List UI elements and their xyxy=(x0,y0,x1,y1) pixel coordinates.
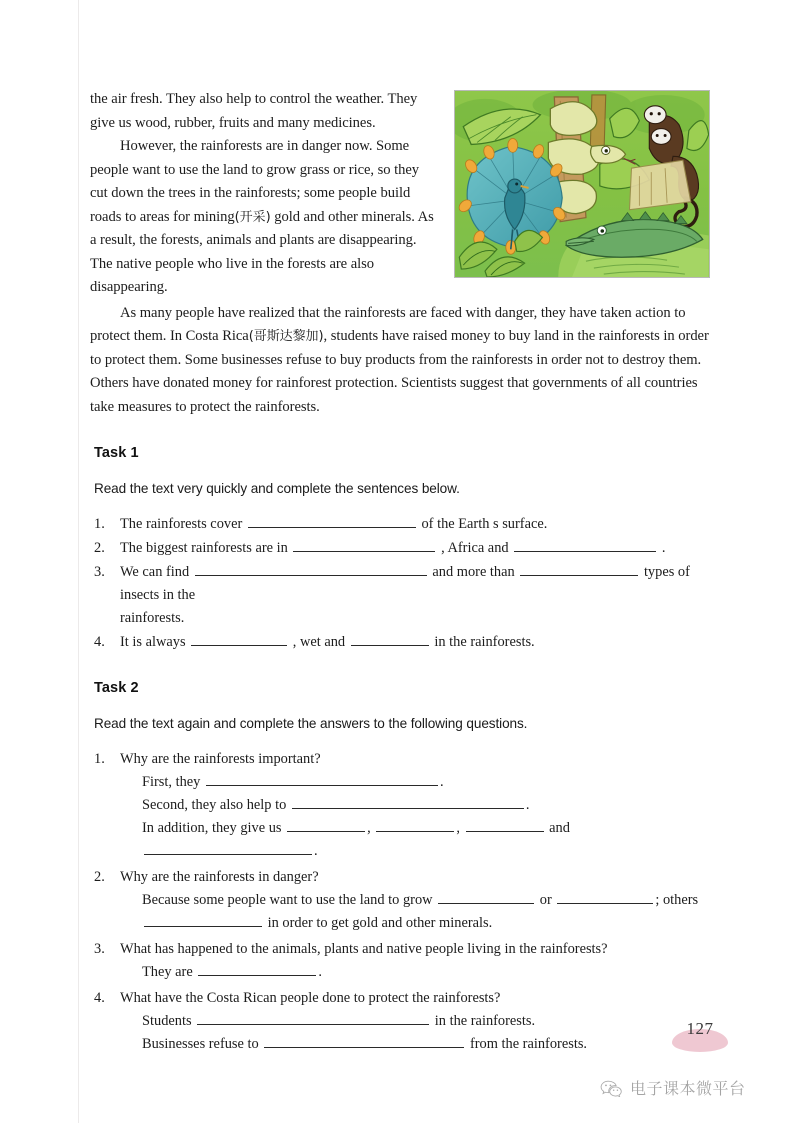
item-text-a: We can find xyxy=(120,564,190,580)
task-1-list xyxy=(90,513,710,654)
page-number: 127 xyxy=(686,1019,714,1038)
answer-line-2 xyxy=(142,912,710,935)
answer-blank[interactable] xyxy=(248,514,416,528)
task-2-section xyxy=(90,680,710,1056)
answer-blank[interactable] xyxy=(264,1034,464,1048)
answer-blank[interactable] xyxy=(195,562,427,576)
item-number: 2. xyxy=(94,540,105,556)
answer-blank[interactable] xyxy=(144,841,312,855)
answer-blank[interactable] xyxy=(292,795,524,809)
answer-blank[interactable] xyxy=(376,818,454,832)
answer-lead: In addition, they give us xyxy=(142,820,282,836)
item-text-a: The rainforests cover xyxy=(120,516,243,532)
reading-paragraph-1: the air fresh. They also help to control the weather. They give us wood, rubber, fruits and many medicines. xyxy=(90,91,418,131)
answer-blank[interactable] xyxy=(438,890,534,904)
answer-tail: in the rainforests. xyxy=(434,1013,536,1029)
answer-lead: They are xyxy=(142,964,193,980)
answer-blank[interactable] xyxy=(191,632,287,646)
task-1-instruction: Read the text very quickly and complete the sentences below. xyxy=(94,481,460,496)
answer-sep-2: , xyxy=(456,820,460,836)
answer-blank[interactable] xyxy=(198,962,316,976)
answer-lead: Because some people want to use the land to grow xyxy=(142,892,433,908)
answer-sep-1: , xyxy=(367,820,371,836)
answer-tail: . xyxy=(314,843,318,859)
paragraph-2-text-b: gold and other minerals. As a result, the forests, animals and plants are disappearing. The native people who live in the forests are also disappearing. xyxy=(90,208,434,295)
answer-lead: Students xyxy=(142,1013,192,1029)
answer-line-1 xyxy=(142,889,710,912)
page-number-container xyxy=(672,1019,728,1053)
answer-blank[interactable] xyxy=(520,562,638,576)
answer-sep-3: and xyxy=(549,820,570,836)
rainforest-illustration-art xyxy=(455,91,709,277)
answer-line-1 xyxy=(142,771,710,794)
task-1-item-3 xyxy=(90,561,710,630)
answer-line-1 xyxy=(142,961,710,984)
answer-blank[interactable] xyxy=(287,818,365,832)
paragraph-2-chinese-gloss: (开采) xyxy=(234,209,271,225)
answer-line-3 xyxy=(142,817,710,863)
task-2-item-2 xyxy=(90,866,710,935)
page-content xyxy=(90,88,710,1059)
task-1-section xyxy=(90,445,710,654)
question-text: Why are the rainforests in danger? xyxy=(120,869,319,885)
task-2-item-3 xyxy=(90,938,710,984)
question-text: Why are the rainforests important? xyxy=(120,751,321,767)
item-text-c: types of insects in the xyxy=(120,564,690,603)
item-number: 3. xyxy=(94,564,105,580)
paragraph-3-text-b: , students have raised money to buy land in the rainforests in order to protect them. Some businesses refuse to buy products from the rainforests in order not to destroy them. Others have donated money for rainforest protection. Scientists suggest that governments of all countries take measures to protect the rainforests. xyxy=(90,328,709,415)
answer-lead: Second, they also help to xyxy=(142,797,287,813)
item-text-c: in the rainforests. xyxy=(434,634,535,650)
paragraph-3-chinese-gloss: (哥斯达黎加) xyxy=(248,329,324,344)
answer-tail: . xyxy=(525,797,530,813)
item-continuation: rainforests. xyxy=(120,610,185,626)
answer-lead: Businesses refuse to xyxy=(142,1036,259,1052)
answer-blank[interactable] xyxy=(144,913,262,927)
task-1-heading: Task 1 xyxy=(94,445,139,461)
answer-blank[interactable] xyxy=(197,1011,429,1025)
answer-line-2 xyxy=(142,1033,710,1056)
item-number: 4. xyxy=(94,634,105,650)
item-text-a: The biggest rainforests are in xyxy=(120,540,288,556)
answer-sep-1: or xyxy=(539,892,552,908)
answer-blank[interactable] xyxy=(557,890,653,904)
margin-scan-line xyxy=(78,0,79,1123)
watermark-text: 电子课本微平台 xyxy=(630,1079,746,1098)
item-text-a: It is always xyxy=(120,634,186,650)
task-2-list xyxy=(90,748,710,1056)
item-text-b: , wet and xyxy=(292,634,346,650)
answer-tail: in order to get gold and other minerals. xyxy=(267,915,493,931)
paragraph-3-text-a: As many people have realized that the rainforests are faced with danger, they have taken action to protect them. In Costa Rica xyxy=(90,304,686,344)
footer-watermark xyxy=(600,1076,746,1099)
reading-paragraph-3 xyxy=(90,302,710,420)
question-text: What have the Costa Rican people done to protect the rainforests? xyxy=(120,990,501,1006)
answer-tail: . xyxy=(439,774,444,790)
answer-blank[interactable] xyxy=(206,772,438,786)
task-1-item-4 xyxy=(90,631,710,654)
task-2-heading: Task 2 xyxy=(94,680,139,696)
rainforest-illustration xyxy=(454,90,710,278)
answer-tail: ; others xyxy=(655,892,699,908)
task-2-item-4 xyxy=(90,987,710,1056)
item-text-b: , Africa and xyxy=(441,540,509,556)
answer-blank[interactable] xyxy=(293,538,435,552)
task-2-instruction: Read the text again and complete the answers to the following questions. xyxy=(94,716,528,731)
answer-line-1 xyxy=(142,1010,710,1033)
item-text-c: . xyxy=(661,540,666,556)
item-number: 4. xyxy=(94,990,105,1006)
answer-lead: First, they xyxy=(142,774,201,790)
paragraph-2-text-a: However, the rainforests are in danger now. Some people want to use the land to grow grass or rice, so they cut down the trees in the rainforests; some people build roads to areas for mining xyxy=(90,138,420,225)
item-text-b: of the Earth s surface. xyxy=(421,516,548,532)
item-number: 1. xyxy=(94,516,105,532)
item-number: 1. xyxy=(94,751,105,767)
task-1-item-1 xyxy=(90,513,710,536)
task-2-item-1 xyxy=(90,748,710,863)
item-text-b: and more than xyxy=(432,564,515,580)
task-1-item-2 xyxy=(90,537,710,560)
answer-blank[interactable] xyxy=(351,632,429,646)
answer-blank[interactable] xyxy=(514,538,656,552)
item-number: 2. xyxy=(94,869,105,885)
answer-tail: . xyxy=(318,964,322,980)
question-text: What has happened to the animals, plants and native people living in the rainforests? xyxy=(120,941,608,957)
answer-line-2 xyxy=(142,794,710,817)
answer-blank[interactable] xyxy=(466,818,544,832)
item-number: 3. xyxy=(94,941,105,957)
wechat-icon xyxy=(600,1079,622,1097)
answer-tail: from the rainforests. xyxy=(469,1036,588,1052)
